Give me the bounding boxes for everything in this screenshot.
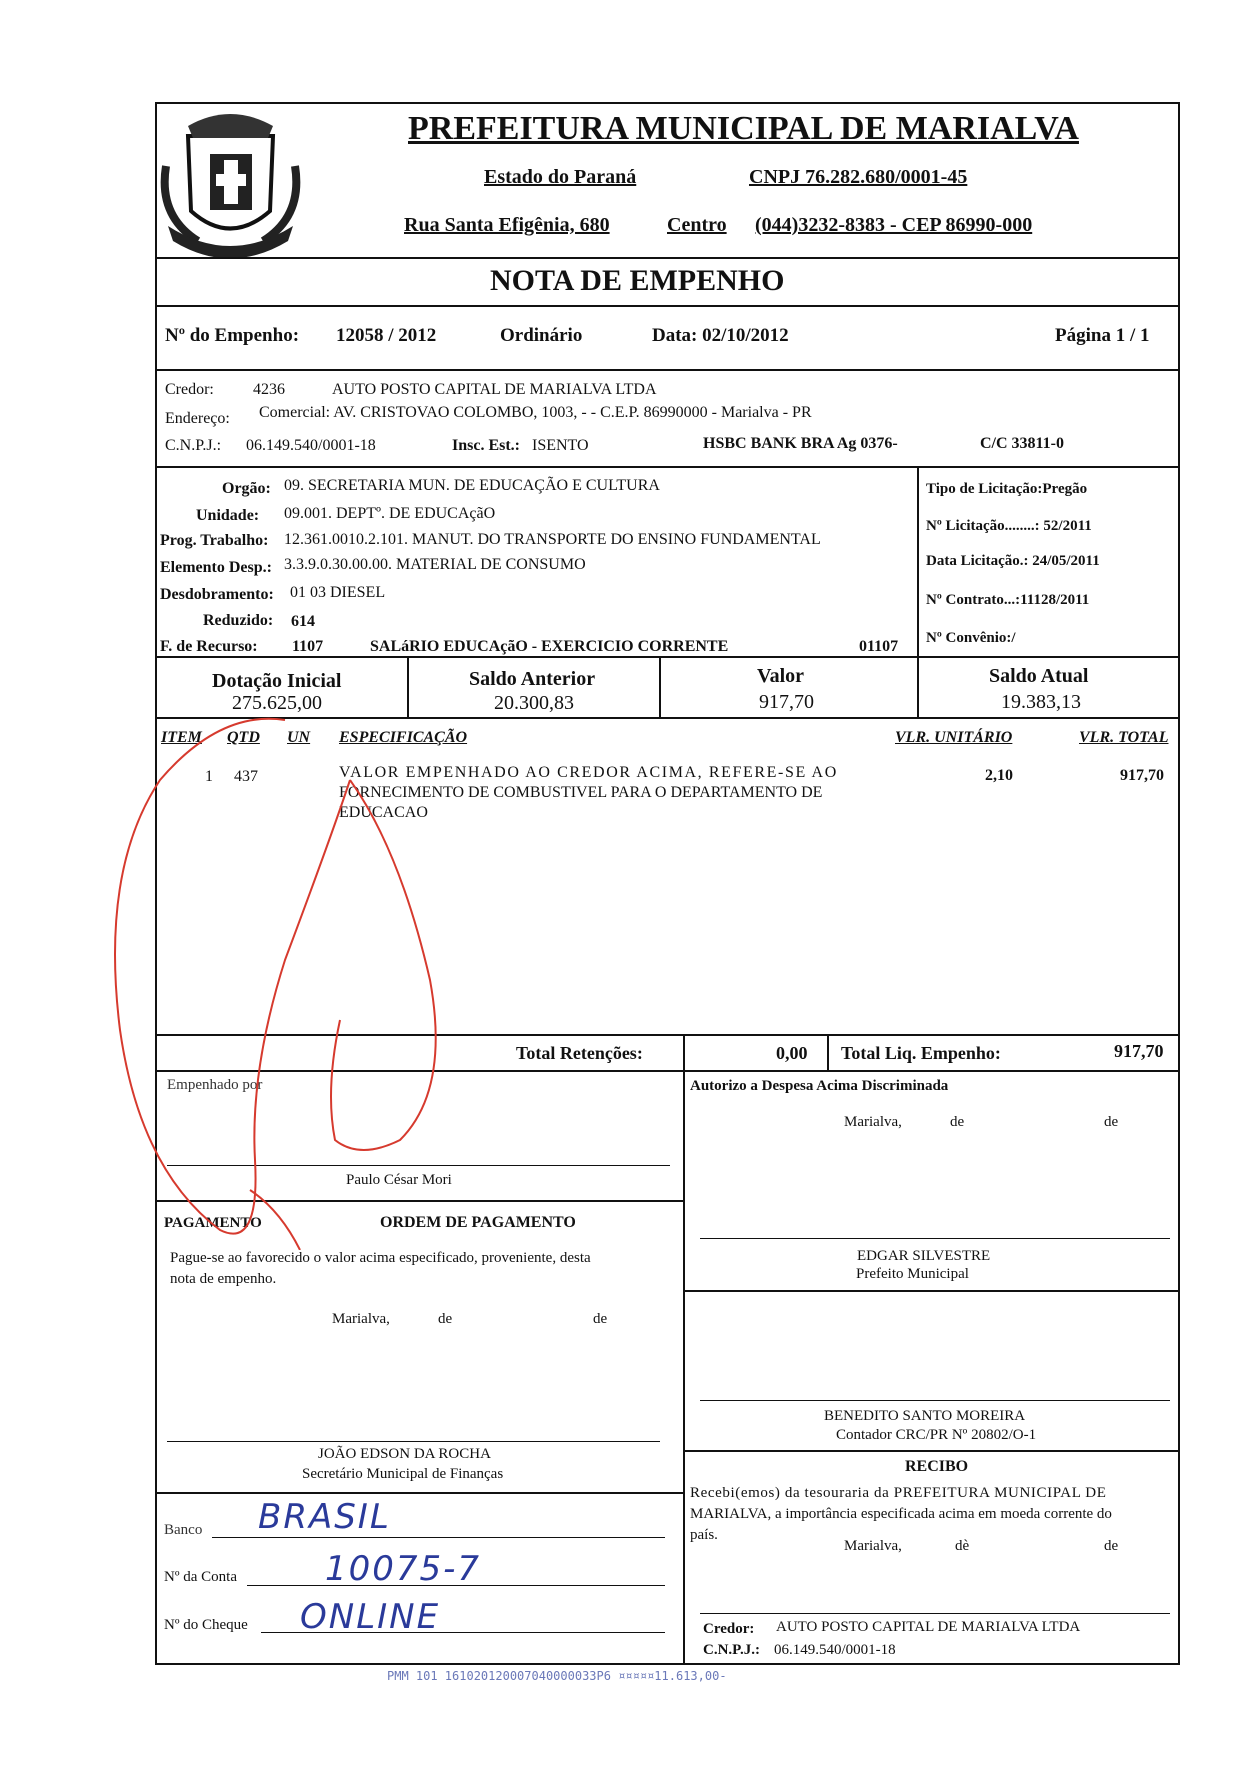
endereco-value: Comercial: AV. CRISTOVAO COLOMBO, 1003, - - C.E.P. 86990000 - Marialva - PR bbox=[259, 404, 812, 421]
recibo-cnpj-value: 06.149.540/0001-18 bbox=[774, 1642, 896, 1658]
cnpj-label: C.N.P.J.: bbox=[165, 437, 222, 454]
item-number: 1 bbox=[205, 768, 213, 785]
desdobramento-label: Desdobramento: bbox=[160, 586, 274, 603]
prefeito-cargo: Prefeito Municipal bbox=[856, 1266, 969, 1282]
autorizo-marialva: Marialva, bbox=[844, 1114, 902, 1130]
header-address: Rua Santa Efigênia, 680 bbox=[404, 214, 610, 236]
recibo-credor-label: Credor: bbox=[703, 1621, 755, 1637]
recibo-text-2: MARIALVA, a importância especificada acima em moeda corrente do bbox=[690, 1506, 1112, 1522]
recibo-title: RECIBO bbox=[905, 1458, 969, 1475]
licitacao-type: Tipo de Licitação:Pregão bbox=[926, 481, 1088, 497]
insc-value: ISENTO bbox=[532, 437, 589, 454]
recurso-code: 01107 bbox=[859, 638, 899, 655]
prefeito-nome: EDGAR SILVESTRE bbox=[857, 1248, 991, 1264]
autorizo-title: Autorizo a Despesa Acima Discriminada bbox=[690, 1078, 949, 1094]
recibo-marialva: Marialva, bbox=[844, 1538, 902, 1554]
item-desc-line3: EDUCACAO bbox=[339, 804, 428, 821]
item-qtd: 437 bbox=[234, 768, 258, 785]
insc-label: Insc. Est.: bbox=[452, 437, 521, 454]
saldo-atual-label: Saldo Atual bbox=[989, 665, 1089, 687]
prog-label: Prog. Trabalho: bbox=[160, 532, 269, 549]
valor-value: 917,70 bbox=[759, 691, 814, 713]
secretario-nome: JOÃO EDSON DA ROCHA bbox=[318, 1446, 491, 1462]
empenhado-nome: Paulo César Mori bbox=[346, 1172, 452, 1188]
contrato-number: Nº Contrato...:11128/2011 bbox=[926, 592, 1090, 608]
pagamento-marialva: Marialva, bbox=[332, 1311, 390, 1327]
red-annotation-mark bbox=[100, 690, 460, 1250]
recibo-credor-value: AUTO POSTO CAPITAL DE MARIALVA LTDA bbox=[776, 1619, 1081, 1635]
orgao-value: 09. SECRETARIA MUN. DE EDUCAÇÃO E CULTURA bbox=[284, 477, 660, 494]
credor-name: AUTO POSTO CAPITAL DE MARIALVA LTDA bbox=[332, 381, 657, 398]
liq-value: 917,70 bbox=[1114, 1041, 1164, 1061]
header-title: PREFEITURA MUNICIPAL DE MARIALVA bbox=[408, 110, 1079, 147]
dotacao-value: 275.625,00 bbox=[232, 692, 322, 714]
col-espec: ESPECIFICAÇÃO bbox=[339, 729, 468, 746]
stamp-footer: PMM 101 161020120007040000033P6 ¤¤¤¤¤11.613,00- bbox=[387, 1669, 727, 1683]
item-desc-line1: VALOR EMPENHADO AO CREDOR ACIMA, REFERE-SE AO bbox=[339, 764, 838, 781]
reduzido-label: Reduzido: bbox=[203, 612, 274, 629]
secretario-cargo: Secretário Municipal de Finanças bbox=[302, 1466, 504, 1482]
col-un: UN bbox=[287, 729, 311, 746]
account-info: C/C 33811-0 bbox=[980, 435, 1064, 452]
credor-code: 4236 bbox=[253, 381, 285, 398]
contador-nome: BENEDITO SANTO MOREIRA bbox=[824, 1408, 1026, 1424]
dotacao-label: Dotação Inicial bbox=[212, 670, 342, 692]
recibo-de-2: de bbox=[1104, 1538, 1119, 1554]
empenho-number-label: Nº do Empenho: bbox=[165, 325, 300, 346]
item-unit-value: 2,10 bbox=[985, 767, 1013, 784]
item-total-value: 917,70 bbox=[1120, 767, 1164, 784]
recurso-value: 1107 bbox=[292, 638, 324, 655]
header-state: Estado do Paraná bbox=[484, 166, 637, 188]
header-cnpj: CNPJ 76.282.680/0001-45 bbox=[749, 166, 968, 188]
elemento-value: 3.3.9.0.30.00.00. MATERIAL DE CONSUMO bbox=[284, 556, 586, 573]
autorizo-de-1: de bbox=[950, 1114, 965, 1130]
col-unit-value: VLR. UNITÁRIO bbox=[895, 729, 1013, 746]
valor-label: Valor bbox=[757, 665, 805, 687]
bank-info: HSBC BANK BRA Ag 0376- bbox=[703, 435, 898, 452]
pagamento-de-1: de bbox=[438, 1311, 453, 1327]
banco-handwritten: BRASIL bbox=[258, 1497, 391, 1537]
retencoes-label: Total Retenções: bbox=[516, 1043, 643, 1063]
cheque-label: Nº do Cheque bbox=[164, 1617, 248, 1633]
recibo-de-1: dè bbox=[955, 1538, 970, 1554]
unidade-label: Unidade: bbox=[196, 507, 260, 524]
banco-label: Banco bbox=[164, 1522, 203, 1538]
col-total-value: VLR. TOTAL bbox=[1079, 729, 1169, 746]
recibo-text-3: país. bbox=[690, 1527, 718, 1543]
saldo-atual-value: 19.383,13 bbox=[1001, 691, 1081, 713]
recurso-description: SALáRIO EDUCAçãO - EXERCICIO CORRENTE bbox=[370, 638, 729, 655]
desdobramento-value: 01 03 DIESEL bbox=[290, 584, 386, 601]
reduzido-value: 614 bbox=[291, 613, 315, 630]
credor-label: Credor: bbox=[165, 381, 214, 398]
item-desc-line2: FORNECIMENTO DE COMBUSTIVEL PARA O DEPARTAMENTO DE bbox=[339, 784, 823, 801]
orgao-label: Orgão: bbox=[222, 480, 271, 497]
convenio-number: Nº Convênio:/ bbox=[926, 630, 1016, 646]
cnpj-value: 06.149.540/0001-18 bbox=[246, 437, 376, 454]
empenho-type: Ordinário bbox=[500, 325, 583, 346]
prog-value: 12.361.0010.2.101. MANUT. DO TRANSPORTE DO ENSINO FUNDAMENTAL bbox=[284, 531, 821, 548]
autorizo-de-2: de bbox=[1104, 1114, 1119, 1130]
recibo-cnpj-label: C.N.P.J.: bbox=[703, 1642, 760, 1658]
licitacao-date: Data Licitação.: 24/05/2011 bbox=[926, 553, 1100, 569]
col-item: ITEM bbox=[161, 729, 202, 746]
header-phone-cep: (044)3232-8383 - CEP 86990-000 bbox=[755, 214, 1033, 236]
cheque-handwritten: ONLINE bbox=[300, 1597, 441, 1637]
empenhado-label: Empenhado por bbox=[167, 1077, 263, 1093]
elemento-label: Elemento Desp.: bbox=[160, 559, 272, 576]
recibo-text-1: Recebi(emos) da tesouraria da PREFEITURA MUNICIPAL DE bbox=[690, 1485, 1107, 1501]
liq-label: Total Liq. Empenho: bbox=[841, 1043, 1001, 1063]
pagamento-text-2: nota de empenho. bbox=[170, 1271, 277, 1287]
saldo-anterior-label: Saldo Anterior bbox=[469, 668, 596, 690]
col-qtd: QTD bbox=[227, 729, 260, 746]
ordem-pagamento-title: ORDEM DE PAGAMENTO bbox=[380, 1214, 576, 1231]
licitacao-number: Nº Licitação........: 52/2011 bbox=[926, 518, 1092, 534]
contador-cargo: Contador CRC/PR Nº 20802/O-1 bbox=[836, 1427, 1037, 1443]
pagamento-label: PAGAMENTO bbox=[164, 1215, 262, 1231]
saldo-anterior-value: 20.300,83 bbox=[494, 692, 574, 714]
recurso-label: F. de Recurso: bbox=[160, 638, 258, 655]
coat-of-arms-logo bbox=[158, 106, 303, 261]
empenho-date: Data: 02/10/2012 bbox=[652, 325, 789, 346]
retencoes-value: 0,00 bbox=[776, 1043, 808, 1063]
pagamento-text-1: Pague-se ao favorecido o valor acima especificado, proveniente, desta bbox=[170, 1250, 591, 1266]
unidade-value: 09.001. DEPTº. DE EDUCAçãO bbox=[284, 505, 496, 522]
pagamento-de-2: de bbox=[593, 1311, 608, 1327]
empenho-number: 12058 / 2012 bbox=[336, 325, 437, 346]
endereco-label: Endereço: bbox=[165, 410, 230, 427]
conta-label: Nº da Conta bbox=[164, 1569, 237, 1585]
header-district: Centro bbox=[667, 214, 727, 236]
page-number: Página 1 / 1 bbox=[1055, 325, 1150, 346]
doc-title: NOTA DE EMPENHO bbox=[490, 264, 785, 297]
conta-handwritten: 10075-7 bbox=[325, 1549, 482, 1589]
